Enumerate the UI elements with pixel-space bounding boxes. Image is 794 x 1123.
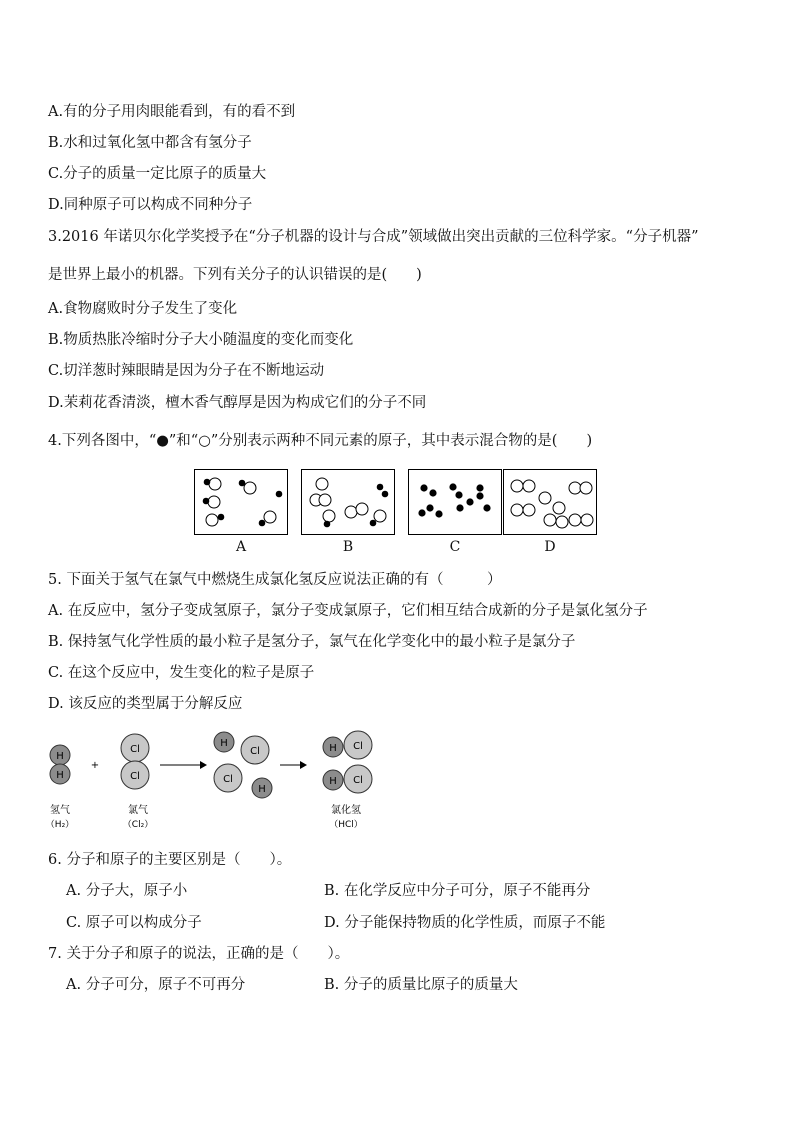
free-h-atom-1-label: H xyxy=(220,738,228,749)
q3-stem-line2: 是世界上最小的机器。下列有关分子的认识错误的是( ) xyxy=(48,267,422,283)
q4-box-d xyxy=(503,469,597,535)
q4-box-b xyxy=(301,469,395,535)
q7-option-a: A. 分子可分，原子不可再分 xyxy=(66,977,246,993)
q5-option-d: D. 该反应的类型属于分解反应 xyxy=(48,696,243,712)
q4-label-d: D xyxy=(544,539,556,555)
q4-box-c xyxy=(408,469,502,535)
reaction-arrow-1 xyxy=(160,761,207,769)
q5-option-b: B. 保持氢气化学性质的最小粒子是氢分子，氯气在化学变化中的最小粒子是氯分子 xyxy=(48,634,576,650)
hcl1-h-label: H xyxy=(329,743,337,754)
reaction-diagram xyxy=(40,728,380,838)
h2-atom-1-label: H xyxy=(56,751,64,762)
q6-option-b: B. 在化学反应中分子可分，原子不能再分 xyxy=(324,883,591,899)
q7-stem: 7. 关于分子和原子的说法，正确的是（ ）。 xyxy=(48,946,350,962)
hcl2-cl-label: Cl xyxy=(353,775,363,786)
hcl-molecule-2 xyxy=(323,765,372,793)
q6-option-a: A. 分子大，原子小 xyxy=(66,883,188,899)
q3-stem-line1: 3.2016 年诺贝尔化学奖授予在“分子机器的设计与合成”领域做出突出贡献的三位科学家。“分子机器” xyxy=(48,229,699,245)
label-h2-name: 氢气 xyxy=(50,805,70,816)
free-cl-atom-1-label: Cl xyxy=(250,746,260,757)
q2-option-d: D.同种原子可以构成不同种分子 xyxy=(48,197,253,213)
h2-atom-2-label: H xyxy=(56,770,64,781)
label-hcl-formula: （HCl） xyxy=(329,820,363,830)
free-h-atom-2-label: H xyxy=(258,784,266,795)
q4-label-c: C xyxy=(449,539,461,555)
q4-box-a xyxy=(194,469,288,535)
h2-molecule xyxy=(50,745,70,784)
label-cl2-name: 氯气 xyxy=(128,805,148,816)
reaction-arrow-2 xyxy=(280,761,307,769)
cl2-atom-1-label: Cl xyxy=(130,744,140,755)
q6-option-d: D. 分子能保持物质的化学性质，而原子不能 xyxy=(324,915,606,931)
q7-option-b: B. 分子的质量比原子的质量大 xyxy=(324,977,518,993)
hcl1-cl-label: Cl xyxy=(353,741,363,752)
q6-stem: 6. 分子和原子的主要区别是（ ）。 xyxy=(48,852,292,868)
plus-sign: + xyxy=(90,760,100,771)
q4-stem: 4.下列各图中，“●”和“○”分别表示两种不同元素的原子，其中表示混合物的是( ) xyxy=(48,433,593,449)
q4-box-a-particles xyxy=(195,470,287,534)
q4-box-c-particles xyxy=(409,470,501,534)
q6-option-c: C. 原子可以构成分子 xyxy=(66,915,202,931)
label-h2-formula: （H₂） xyxy=(45,820,75,830)
cl2-molecule xyxy=(121,734,149,789)
q4-box-b-particles xyxy=(302,470,394,534)
q3-option-b: B.物质热胀冷缩时分子大小随温度的变化而变化 xyxy=(48,332,354,348)
cl2-atom-2-label: Cl xyxy=(130,771,140,782)
q3-option-d: D.茉莉花香清淡，檀木香气醇厚是因为构成它们的分子不同 xyxy=(48,395,427,411)
free-cl-atom-2-label: Cl xyxy=(223,774,233,785)
q3-option-c: C.切洋葱时辣眼睛是因为分子在不断地运动 xyxy=(48,363,325,379)
q4-label-a: A xyxy=(235,539,247,555)
q2-option-b: B.水和过氧化氢中都含有氢分子 xyxy=(48,135,252,151)
label-cl2-formula: （Cl₂） xyxy=(122,820,154,830)
q3-option-a: A.食物腐败时分子发生了变化 xyxy=(48,301,238,317)
separated-atoms xyxy=(214,732,272,798)
label-hcl-name: 氯化氢 xyxy=(331,805,361,816)
q2-option-c: C.分子的质量一定比原子的质量大 xyxy=(48,166,267,182)
q4-label-b: B xyxy=(342,539,354,555)
hcl-molecule-1 xyxy=(323,731,372,759)
q5-stem: 5. 下面关于氢气在氯气中燃烧生成氯化氢反应说法正确的有（ ） xyxy=(48,572,502,588)
q5-option-c: C. 在这个反应中，发生变化的粒子是原子 xyxy=(48,665,315,681)
q4-box-d-particles xyxy=(504,470,596,534)
hcl2-h-label: H xyxy=(329,776,337,787)
q2-option-a: A.有的分子用肉眼能看到，有的看不到 xyxy=(48,104,296,120)
q5-option-a: A. 在反应中，氢分子变成氢原子，氯分子变成氯原子，它们相互结合成新的分子是氯化氢分子 xyxy=(48,603,648,619)
